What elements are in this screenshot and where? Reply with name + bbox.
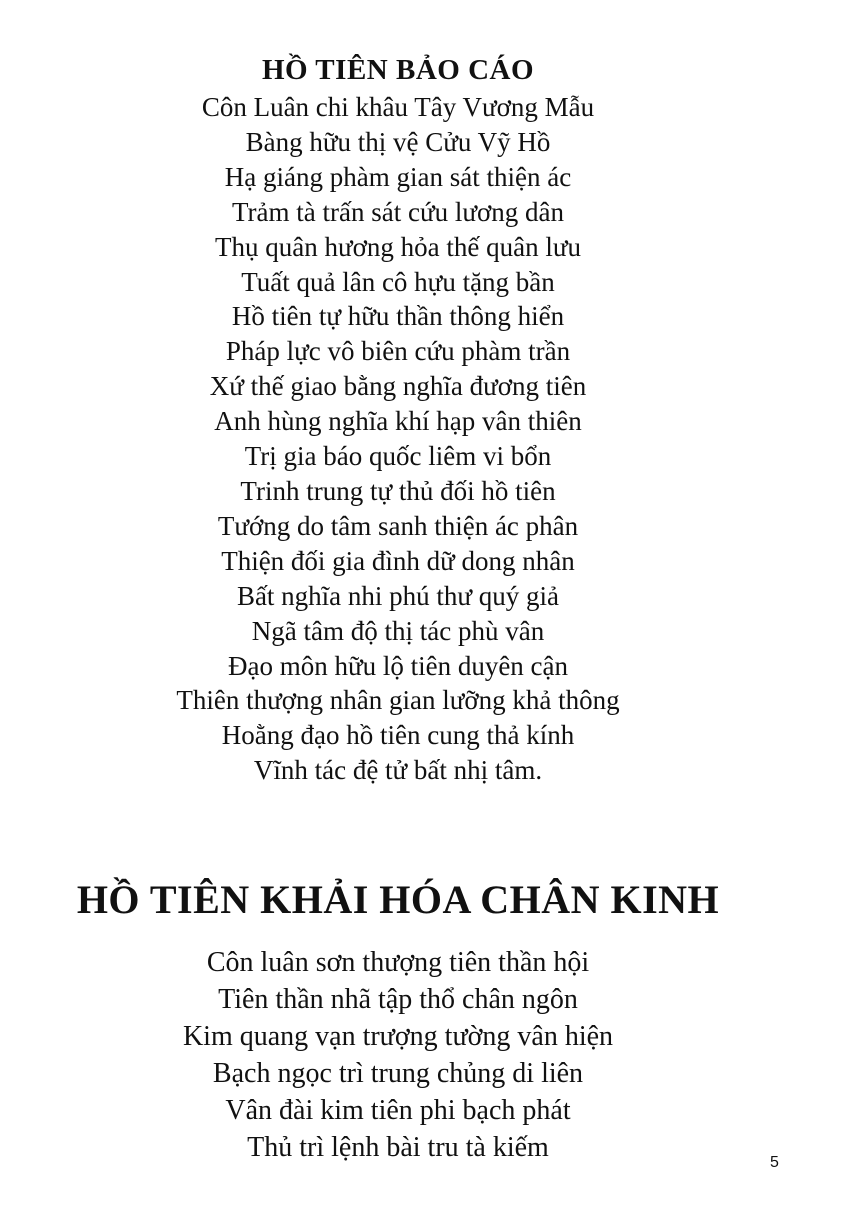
verse-line: Vĩnh tác đệ tử bất nhị tâm. — [253, 755, 543, 786]
verse-line: Côn Luân chi khâu Tây Vương Mẫu — [201, 92, 595, 122]
verse-line: Tướng do tâm sanh thiện ác phân — [217, 510, 579, 541]
verse-line: Thiên thượng nhân gian lưỡng khả thông — [176, 685, 620, 716]
verse-list — [0, 90, 796, 788]
verse-line: Hạ giáng phàm gian sát thiện ác — [224, 161, 572, 192]
page-number: 5 — [770, 1154, 779, 1171]
verse-line: Bất nghĩa nhi phú thư quý giả — [236, 580, 560, 611]
verse-line: Hoằng đạo hồ tiên cung thả kính — [221, 720, 575, 751]
verse-line: Trị gia báo quốc liêm vi bổn — [244, 441, 552, 472]
verse-line: Hồ tiên tự hữu thần thông hiển — [231, 301, 565, 332]
verse-line: Thủ trì lệnh bài tru tà kiếm — [247, 1132, 549, 1163]
verse-line: Anh hùng nghĩa khí hạp vân thiên — [214, 406, 582, 437]
verse-line: Thiện đối gia đình dữ dong nhân — [221, 545, 575, 576]
verse-line: Trảm tà trấn sát cứu lương dân — [232, 196, 564, 227]
verse-line: Ngã tâm độ thị tác phù vân — [251, 615, 545, 646]
verse-line: Côn luân sơn thượng tiên thần hội — [206, 947, 590, 978]
verse-line: Bàng hữu thị vệ Cửu Vỹ Hồ — [245, 126, 551, 157]
verse-line: Vân đài kim tiên phi bạch phát — [225, 1095, 571, 1126]
section-title: HỒ TIÊN BẢO CÁO — [261, 54, 535, 86]
section-ho-tien-khai-hoa-chan-kinh — [0, 944, 796, 1166]
verse-line: Tuất quả lân cô hựu tặng bần — [241, 266, 555, 297]
verse-line: Trinh trung tự thủ đối hồ tiên — [240, 475, 556, 506]
verse-line: Đạo môn hữu lộ tiên duyên cận — [227, 650, 569, 681]
verse-line: Tiên thần nhã tập thổ chân ngôn — [218, 984, 578, 1015]
verse-line: Kim quang vạn trượng tường vân hiện — [182, 1021, 614, 1052]
verse-list — [0, 944, 796, 1166]
section-ho-tien-bao-cao — [0, 50, 796, 788]
verse-line: Bạch ngọc trì trung chủng di liên — [212, 1058, 584, 1089]
verse-line: Xứ thế giao bằng nghĩa đương tiên — [209, 371, 587, 402]
verse-line: Thụ quân hương hỏa thế quân lưu — [215, 231, 581, 262]
chapter-title: HỒ TIÊN KHẢI HÓA CHÂN KINH — [76, 877, 720, 922]
verse-line: Pháp lực vô biên cứu phàm trần — [225, 336, 571, 367]
